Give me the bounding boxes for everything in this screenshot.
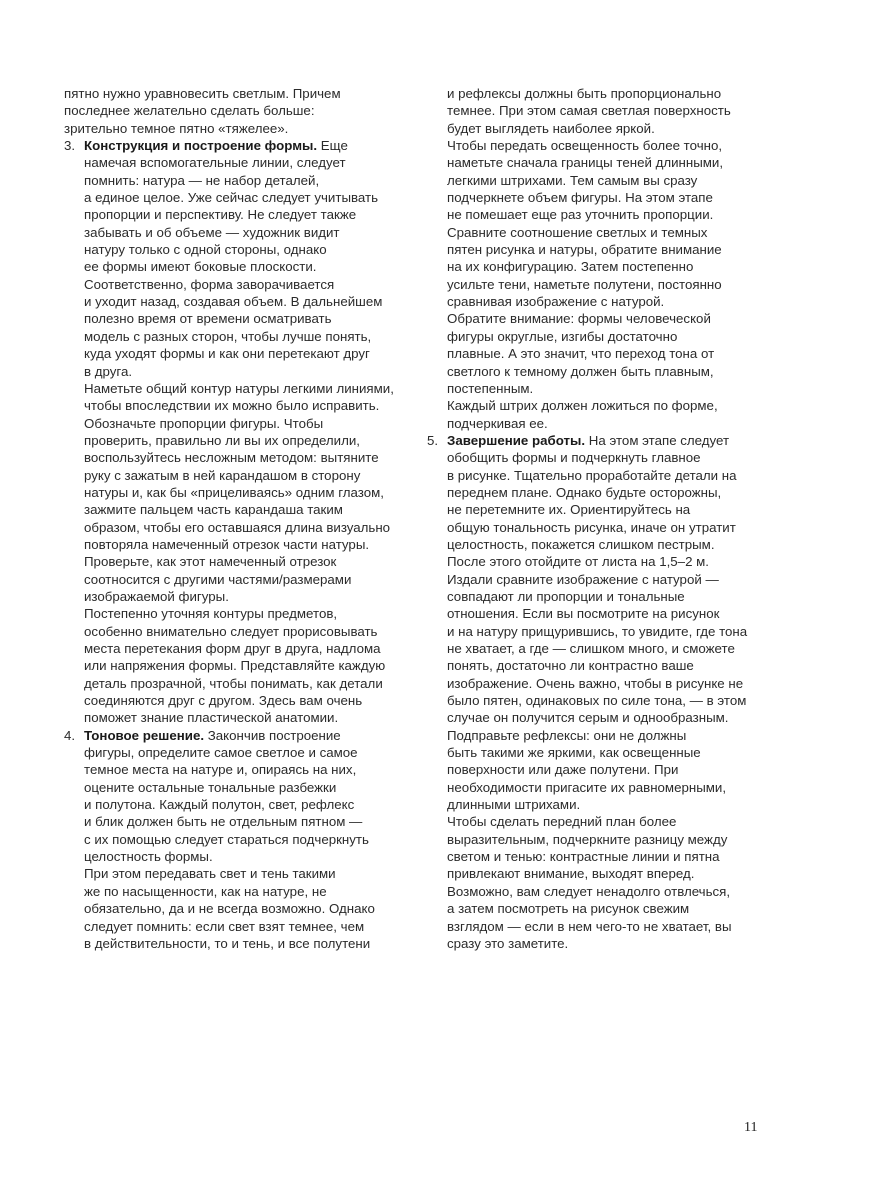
text-line: понять, достаточно ли контрастно ваше	[447, 658, 694, 674]
text-line: забывать и об объеме — художник видит	[84, 224, 340, 240]
text-line: полезно время от времени осматривать	[84, 311, 332, 327]
text-line: целостность формы.	[84, 849, 213, 865]
text-line: целостность, покажется слишком пестрым.	[447, 536, 715, 552]
item-4-continuation	[427, 85, 797, 432]
text-line: намечая вспомогательные линии, следует	[84, 155, 346, 171]
text-line: воспользуйтесь несложным методом: вытяните	[84, 450, 379, 466]
text-line: длинными штрихами.	[447, 797, 581, 813]
text-line: в друга.	[84, 363, 133, 379]
text-line: необходимости пригасите их равномерными,	[447, 779, 727, 795]
item-3-number: 3.	[64, 138, 76, 154]
text-line: переднем плане. Однако будьте осторожны,	[447, 484, 722, 500]
text-line: сразу это заметите.	[447, 935, 569, 951]
text-line: фигуры округлые, изгибы достаточно	[447, 328, 678, 344]
text-line: Издали сравните изображение с натурой —	[447, 571, 719, 587]
text-line: не помешает еще раз уточнить пропорции.	[447, 207, 714, 223]
text-line: обобщить формы и подчеркнуть главное	[447, 450, 701, 466]
text-line: Обозначьте пропорции фигуры. Чтобы	[84, 415, 324, 431]
item-4-first-line	[64, 727, 434, 744]
text-line: и на натуру прищурившись, то увидите, где тона	[447, 623, 748, 639]
text-line: и рефлексы должны быть пропорционально	[447, 86, 722, 101]
item-4-number: 4.	[64, 727, 76, 743]
text-line: отношения. Если вы посмотрите на рисунок	[447, 606, 720, 622]
text-line: оцените остальные тональные разбежки	[84, 779, 337, 795]
text-line: фигуры, определите самое светлое и самое	[84, 745, 358, 761]
text-line: взглядом — если в нем чего-то не хватает, вы	[447, 918, 732, 934]
text-line: было пятен, одинаковых по силе тона, — в этом	[447, 693, 747, 709]
item-5-number: 5.	[427, 432, 439, 448]
text-line: или напряжения формы. Представляйте каждую	[84, 658, 386, 674]
item-5-first-line	[427, 432, 797, 449]
text-line: темнее. При этом самая светлая поверхность	[447, 103, 731, 119]
text-line: пропорции и перспективу. Не следует также	[84, 207, 357, 223]
text-line: повторяла намеченный отрезок части натуры.	[84, 536, 370, 552]
text-line: не перетемните их. Ориентируйтесь на	[447, 502, 691, 518]
text-line: общую тональность рисунка, иначе он утратит	[447, 519, 736, 535]
text-line: же по насыщенности, как на натуре, не	[84, 883, 327, 899]
text-line: деталь прозрачной, чтобы понимать, как детали	[84, 675, 383, 691]
page-number: 11	[744, 1120, 758, 1135]
intro-paragraph	[64, 85, 434, 137]
text-line: усильте тени, наметьте полутени, постоянно	[447, 276, 722, 292]
text-line: При этом передавать свет и тень такими	[84, 866, 336, 882]
text-line: будет выглядеть наиболее яркой.	[447, 120, 655, 136]
right-column	[427, 85, 797, 952]
text-line: изображение. Очень важно, чтобы в рисунке не	[447, 675, 744, 691]
item-5-first-line-text: На этом этапе следует	[585, 432, 730, 448]
text-line: плавные. А это значит, что переход тона от	[447, 346, 715, 362]
text-line: не хватает, а где — слишком много, и сможете	[447, 641, 735, 656]
left-column	[64, 85, 434, 952]
text-line: последнее желательно сделать больше:	[64, 103, 315, 119]
text-line: ее формы имеют боковые плоскости.	[84, 259, 317, 275]
text-line: наметьте сначала границы теней длинными,	[447, 155, 724, 171]
item-4-first-line-text: Закончив построение	[204, 727, 341, 743]
text-line: изображаемой фигуры.	[84, 588, 229, 604]
text-line: подчеркнете объем фигуры. На этом этапе	[447, 190, 713, 206]
text-line: следует помнить: если свет взят темнее, чем	[84, 918, 365, 934]
text-line: Чтобы сделать передний план более	[447, 814, 677, 830]
text-line: особенно внимательно следует прорисовывать	[84, 623, 378, 639]
text-line: в рисунке. Тщательно проработайте детали на	[447, 467, 737, 483]
text-line: Проверьте, как этот намеченный отрезок	[84, 554, 337, 570]
text-line: Наметьте общий контур натуры легкими линиями,	[84, 380, 394, 396]
item-5-body	[427, 449, 797, 952]
text-line: пятен рисунка и натуры, обратите внимание	[447, 242, 722, 258]
text-line: и полутона. Каждый полутон, свет, рефлекс	[84, 797, 355, 813]
item-3-first-line	[64, 137, 434, 154]
text-line: Подправьте рефлексы: они не должны	[447, 727, 687, 743]
text-line: темное места на натуре и, опираясь на них,	[84, 762, 357, 778]
item-3-heading: Конструкция и построение формы.	[84, 138, 318, 154]
text-line: поможет знание пластической анатомии.	[84, 710, 339, 726]
item-4-heading: Тоновое решение.	[84, 727, 205, 743]
text-line: зажмите пальцем часть карандаша таким	[84, 502, 343, 518]
text-line: сравнивая изображение с натурой.	[447, 294, 665, 310]
text-line: модель с разных сторон, чтобы лучше понять,	[84, 328, 372, 344]
list-item-5	[427, 432, 797, 952]
text-line: светом и тенью: контрастные линии и пятна	[447, 849, 720, 865]
item-5-heading: Завершение работы.	[447, 432, 586, 448]
list-item-4	[64, 727, 434, 952]
item-3-first-line-text: Еще	[317, 138, 348, 154]
text-line: подчеркивая ее.	[447, 415, 548, 431]
text-line: Возможно, вам следует ненадолго отвлечься,	[447, 883, 731, 899]
text-line: Соответственно, форма заворачивается	[84, 276, 335, 292]
item-4-body	[64, 744, 434, 952]
text-line: случае он получится серым и однообразным.	[447, 710, 729, 726]
text-line: легкими штрихами. Тем самым вы сразу	[447, 172, 698, 188]
text-line: выразительным, подчеркните разницу между	[447, 831, 728, 847]
text-line: чтобы впоследствии их можно было исправить.	[84, 398, 380, 414]
text-line: а единое целое. Уже сейчас следует учитывать	[84, 190, 379, 206]
text-line: места перетекания форм друг в друга, надлома	[84, 641, 381, 656]
text-line: постепенным.	[447, 380, 534, 396]
text-line: светлого к темному должен быть плавным,	[447, 363, 714, 379]
text-line: соотносится с другими частями/размерами	[84, 571, 352, 587]
text-line: руку с зажатым в ней карандашом в сторону	[84, 467, 361, 483]
text-line: в действительности, то и тень, и все полутени	[84, 935, 371, 951]
text-line: натуру только с одной стороны, однако	[84, 242, 327, 258]
text-line: обязательно, да и не всегда возможно. Однако	[84, 901, 375, 917]
text-line: образом, чтобы его оставшаяся длина визуально	[84, 519, 391, 535]
text-line: с их помощью следует стараться подчеркнуть	[84, 831, 369, 847]
text-line: Чтобы передать освещенность более точно,	[447, 138, 723, 154]
text-line: Сравните соотношение светлых и темных	[447, 224, 708, 240]
text-line: проверить, правильно ли вы их определили,	[84, 432, 360, 448]
text-line: зрительно темное пятно «тяжелее».	[64, 120, 289, 136]
text-line: на их конфигурацию. Затем постепенно	[447, 259, 694, 275]
text-line: натуры и, как бы «прицеливаясь» одним глазом,	[84, 484, 384, 500]
text-line: соединяются друг с другом. Здесь вам очень	[84, 693, 363, 709]
text-line: помнить: натура — не набор деталей,	[84, 172, 320, 188]
text-line: и уходит назад, создавая объем. В дальнейшем	[84, 294, 383, 310]
text-line: совпадают ли пропорции и тональные	[447, 588, 685, 604]
text-line: куда уходят формы и как они перетекают друг	[84, 346, 370, 362]
text-line: быть такими же яркими, как освещенные	[447, 745, 701, 761]
text-line: Обратите внимание: формы человеческой	[447, 311, 711, 327]
text-line: привлекают внимание, выходят вперед.	[447, 866, 695, 882]
text-line: а затем посмотреть на рисунок свежим	[447, 901, 690, 917]
item-3-body	[64, 154, 434, 726]
text-line: пятно нужно уравновесить светлым. Причем	[64, 86, 341, 101]
list-item-3	[64, 137, 434, 727]
text-line: поверхности или даже полутени. При	[447, 762, 679, 778]
text-line: После этого отойдите от листа на 1,5–2 м.	[447, 554, 709, 570]
text-line: Каждый штрих должен ложиться по форме,	[447, 398, 718, 414]
text-line: и блик должен быть не отдельным пятном —	[84, 814, 363, 830]
text-line: Постепенно уточняя контуры предметов,	[84, 606, 338, 622]
